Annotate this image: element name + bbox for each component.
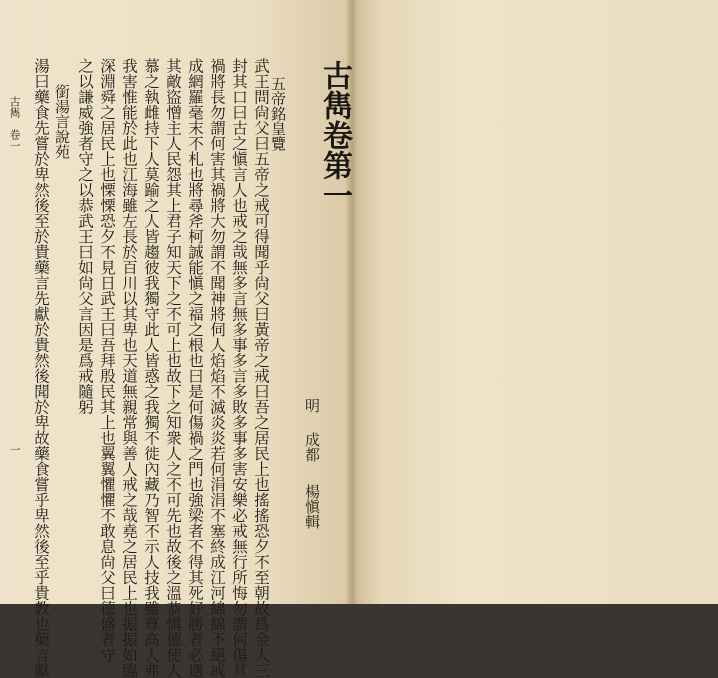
text-line: 其敵盜憎主人民怨其上君子知天下之不可上也故下之知衆人之不可先也故後之溫恭愼德使人 bbox=[164, 58, 182, 678]
volume-title: 古雋卷第一 bbox=[317, 60, 352, 210]
right-page bbox=[352, 0, 718, 604]
section-heading-2: 銜湯言說苑 bbox=[53, 84, 71, 159]
text-line: 湯曰藥食先嘗於卑然後至於貴藥言先獻於貴然後聞於卑故藥食嘗乎卑然後至乎貴教也藥言獻 bbox=[32, 58, 50, 678]
section-heading-1-text: 五帝銘皇覽 bbox=[269, 76, 287, 151]
text-line: 禍將長勿謂何害其禍將大勿謂不聞神將伺人焰焰不滅炎炎若何涓涓不塞終成江河綿綿不絕或 bbox=[208, 58, 226, 678]
margin-label: 古雋 卷一 bbox=[8, 96, 21, 151]
text-line: 我害惟能於此也江海雖左長於百川以其卑也天道無親常與善人戒之哉堯之居民上也振振如臨 bbox=[120, 58, 138, 678]
text-line: 封其口曰古之愼言人也戒之哉無多言無多事多言多敗多事多害安樂必戒無行所悔勿謂何傷其 bbox=[230, 58, 248, 678]
author-place: 成都 bbox=[303, 432, 321, 462]
text-line: 慕之執雌持下人莫踰之人皆趨彼我獨守此人皆惑之我獨不徙內藏乃智不示人技我雖尊高人弗 bbox=[142, 58, 160, 678]
text-line: 之以謙威強者守之以恭武王曰如尙父言因是爲戒隨躬 bbox=[76, 58, 94, 415]
text-line: 深淵舜之居民上也慄慄恐夕不見日武王曰吾拜殷民其上也翼翼懼懼不敢息尙父曰德盛者守 bbox=[98, 58, 116, 663]
text-line: 成網羅毫末不札也將尋斧柯誠能愼之福之根也曰是何傷禍之門也強梁者不得其死好勝者必遇 bbox=[186, 58, 204, 678]
page-number: 一 bbox=[8, 444, 21, 455]
author-dynasty: 明 bbox=[303, 398, 321, 413]
author-name: 楊愼輯 bbox=[303, 484, 321, 529]
text-line: 武王問尙父曰五帝之戒可得聞乎尙父曰黃帝之戒曰吾之居民上也搖搖恐夕不至朝故爲金人三 bbox=[252, 58, 270, 678]
